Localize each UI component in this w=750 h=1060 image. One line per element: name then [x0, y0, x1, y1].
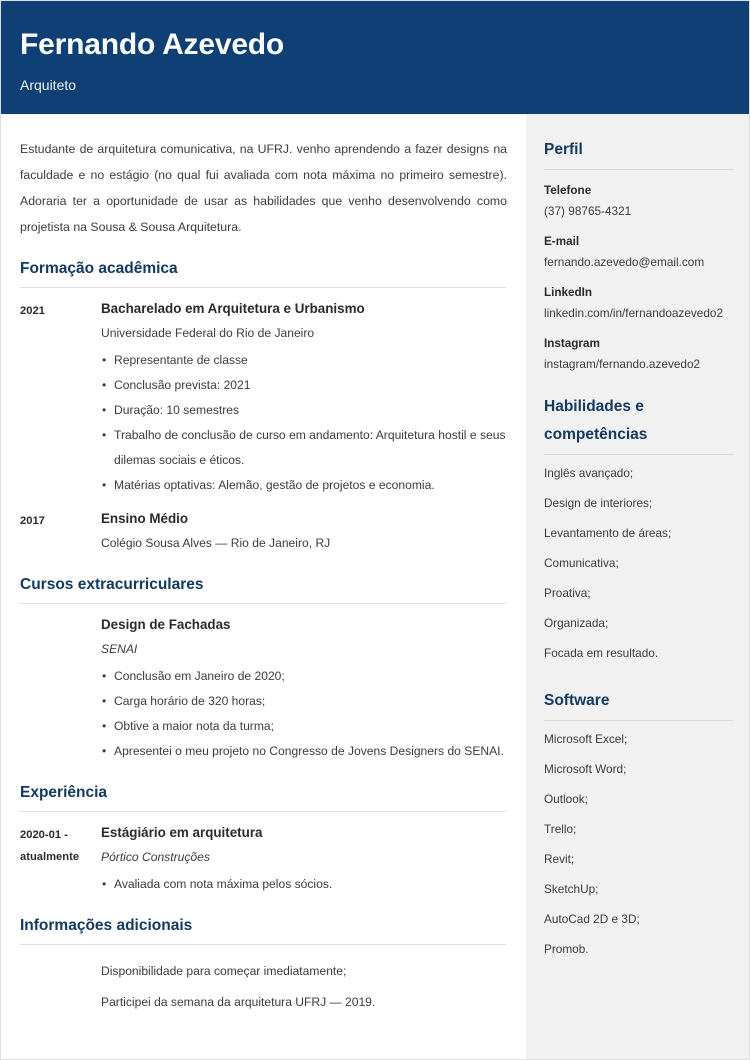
skills-list: [544, 458, 733, 668]
profile-fields: [544, 181, 733, 374]
profile-field-value: fernando.azevedo@email.com: [544, 255, 705, 269]
profile-field-label: Instagram: [544, 337, 600, 350]
software-item: Outlook;: [544, 792, 588, 806]
resume-section: [20, 782, 507, 897]
entry-subtitle: Pórtico Construções: [101, 850, 210, 864]
entry-bullet: • Conclusão prevista: 2021: [101, 373, 507, 398]
main-sections: [20, 258, 507, 1018]
entry-date: 2017: [20, 515, 45, 527]
entry-bullet: • Trabalho de conclusão de curso em andamento: Arquitetura hostil e seus dilemas sociais e éticos.: [101, 423, 507, 473]
entry-date: 2021: [20, 305, 45, 317]
entry-bullet: • Obtive a maior nota da turma;: [101, 714, 507, 739]
section-entry: [20, 615, 507, 764]
candidate-role: Arquiteto: [20, 77, 77, 93]
software-item: Revit;: [544, 852, 575, 866]
entry-title: Bacharelado em Arquitetura e Urbanismo: [101, 301, 365, 316]
profile-field-value: (37) 98765-4321: [544, 204, 632, 218]
section-entry: [20, 823, 507, 897]
entry-date: 2020-01 - atualmente: [20, 829, 80, 863]
section-title: Cursos extracurriculares: [20, 574, 507, 604]
skill-item: Comunicativa;: [544, 556, 619, 570]
info-line: Disponibilidade para começar imediatamente;: [101, 964, 347, 978]
sidebar-profile-title: Perfil: [544, 136, 733, 170]
skill-item: Design de interiores;: [544, 496, 653, 510]
entry-body: [101, 956, 507, 1018]
software-item: Promob.: [544, 942, 589, 956]
resume-body: [1, 114, 750, 1060]
entry-date: [20, 956, 101, 1018]
entry-title: Ensino Médio: [101, 511, 189, 526]
section-title: Experiência: [20, 782, 507, 812]
profile-field-value: instagram/fernando.azevedo2: [544, 357, 701, 371]
entry-bullets: [101, 348, 507, 498]
skill-item: Levantamento de áreas;: [544, 526, 672, 540]
profile-field-label: Telefone: [544, 184, 592, 197]
entry-title: Design de Fachadas: [101, 617, 231, 632]
software-list: [544, 724, 733, 964]
entry-bullet: • Duração: 10 semestres: [101, 398, 507, 423]
entry-bullet: • Conclusão em Janeiro de 2020;: [101, 664, 507, 689]
resume-section: [20, 574, 507, 764]
entry-bullets: [101, 664, 507, 764]
section-title: Informações adicionais: [20, 915, 507, 945]
software-item: SketchUp;: [544, 882, 599, 896]
skill-item: Proativa;: [544, 586, 591, 600]
sidebar-section-skills: [544, 393, 733, 668]
entry-subtitle: Colégio Sousa Alves — Rio de Janeiro, RJ: [101, 536, 331, 550]
software-item: Trello;: [544, 822, 577, 836]
entry-date: [20, 615, 101, 764]
main-column: [1, 114, 526, 1060]
entry-bullet: • Apresentei o meu projeto no Congresso de Jovens Designers do SENAI.: [101, 739, 507, 764]
skill-item: Organizada;: [544, 616, 609, 630]
section-entry: [20, 956, 507, 1018]
entry-bullet: • Representante de classe: [101, 348, 507, 373]
software-item: AutoCad 2D e 3D;: [544, 912, 640, 926]
section-entry: [20, 509, 507, 556]
profile-field-label: LinkedIn: [544, 286, 593, 299]
software-item: Microsoft Excel;: [544, 732, 628, 746]
entry-title: Estágiário em arquitetura: [101, 825, 263, 840]
sidebar-section-software: [544, 687, 733, 964]
entry-body: [101, 299, 507, 498]
resume-section: [20, 258, 507, 556]
resume-section: [20, 915, 507, 1018]
sidebar-section-profile: [544, 136, 733, 374]
skill-item: Focada em resultado.: [544, 646, 659, 660]
entry-bullet: • Carga horário de 320 horas;: [101, 689, 507, 714]
resume-header: [1, 1, 750, 114]
entry-bullet: • Matérias optativas: Alemão, gestão de projetos e economia.: [101, 473, 507, 498]
sidebar-software-title: Software: [544, 687, 733, 721]
entry-bullets: [101, 872, 507, 897]
entry-body: [101, 823, 507, 897]
entry-body: [101, 615, 507, 764]
software-item: Microsoft Word;: [544, 762, 627, 776]
profile-field-value: linkedin.com/in/fernandoazevedo2: [544, 306, 724, 320]
sidebar-skills-title: Habilidades e competências: [544, 393, 733, 455]
info-line: Participei da semana da arquitetura UFRJ — 2019.: [101, 995, 376, 1009]
entry-body: [101, 509, 507, 556]
entry-subtitle: SENAI: [101, 642, 138, 656]
profile-field-label: E-mail: [544, 235, 580, 248]
section-entry: [20, 299, 507, 498]
candidate-name: Fernando Azevedo: [20, 28, 285, 61]
section-title: Formação acadêmica: [20, 258, 507, 288]
professional-summary: Estudante de arquitetura comunicativa, na UFRJ. venho aprendendo a fazer designs na faculdade e no estágio (no qual fui avaliada com nota máxima no primeiro semestre). Adoraria ter a oportunidade de usar as habilidades que venho desenvolvendo como projetista na Sousa & Sousa Arquitetura.: [20, 142, 507, 234]
entry-subtitle: Universidade Federal do Rio de Janeiro: [101, 326, 315, 340]
sidebar-column: [526, 114, 750, 1060]
skill-item: Inglês avançado;: [544, 466, 634, 480]
entry-bullet: • Avaliada com nota máxima pelos sócios.: [101, 872, 507, 897]
